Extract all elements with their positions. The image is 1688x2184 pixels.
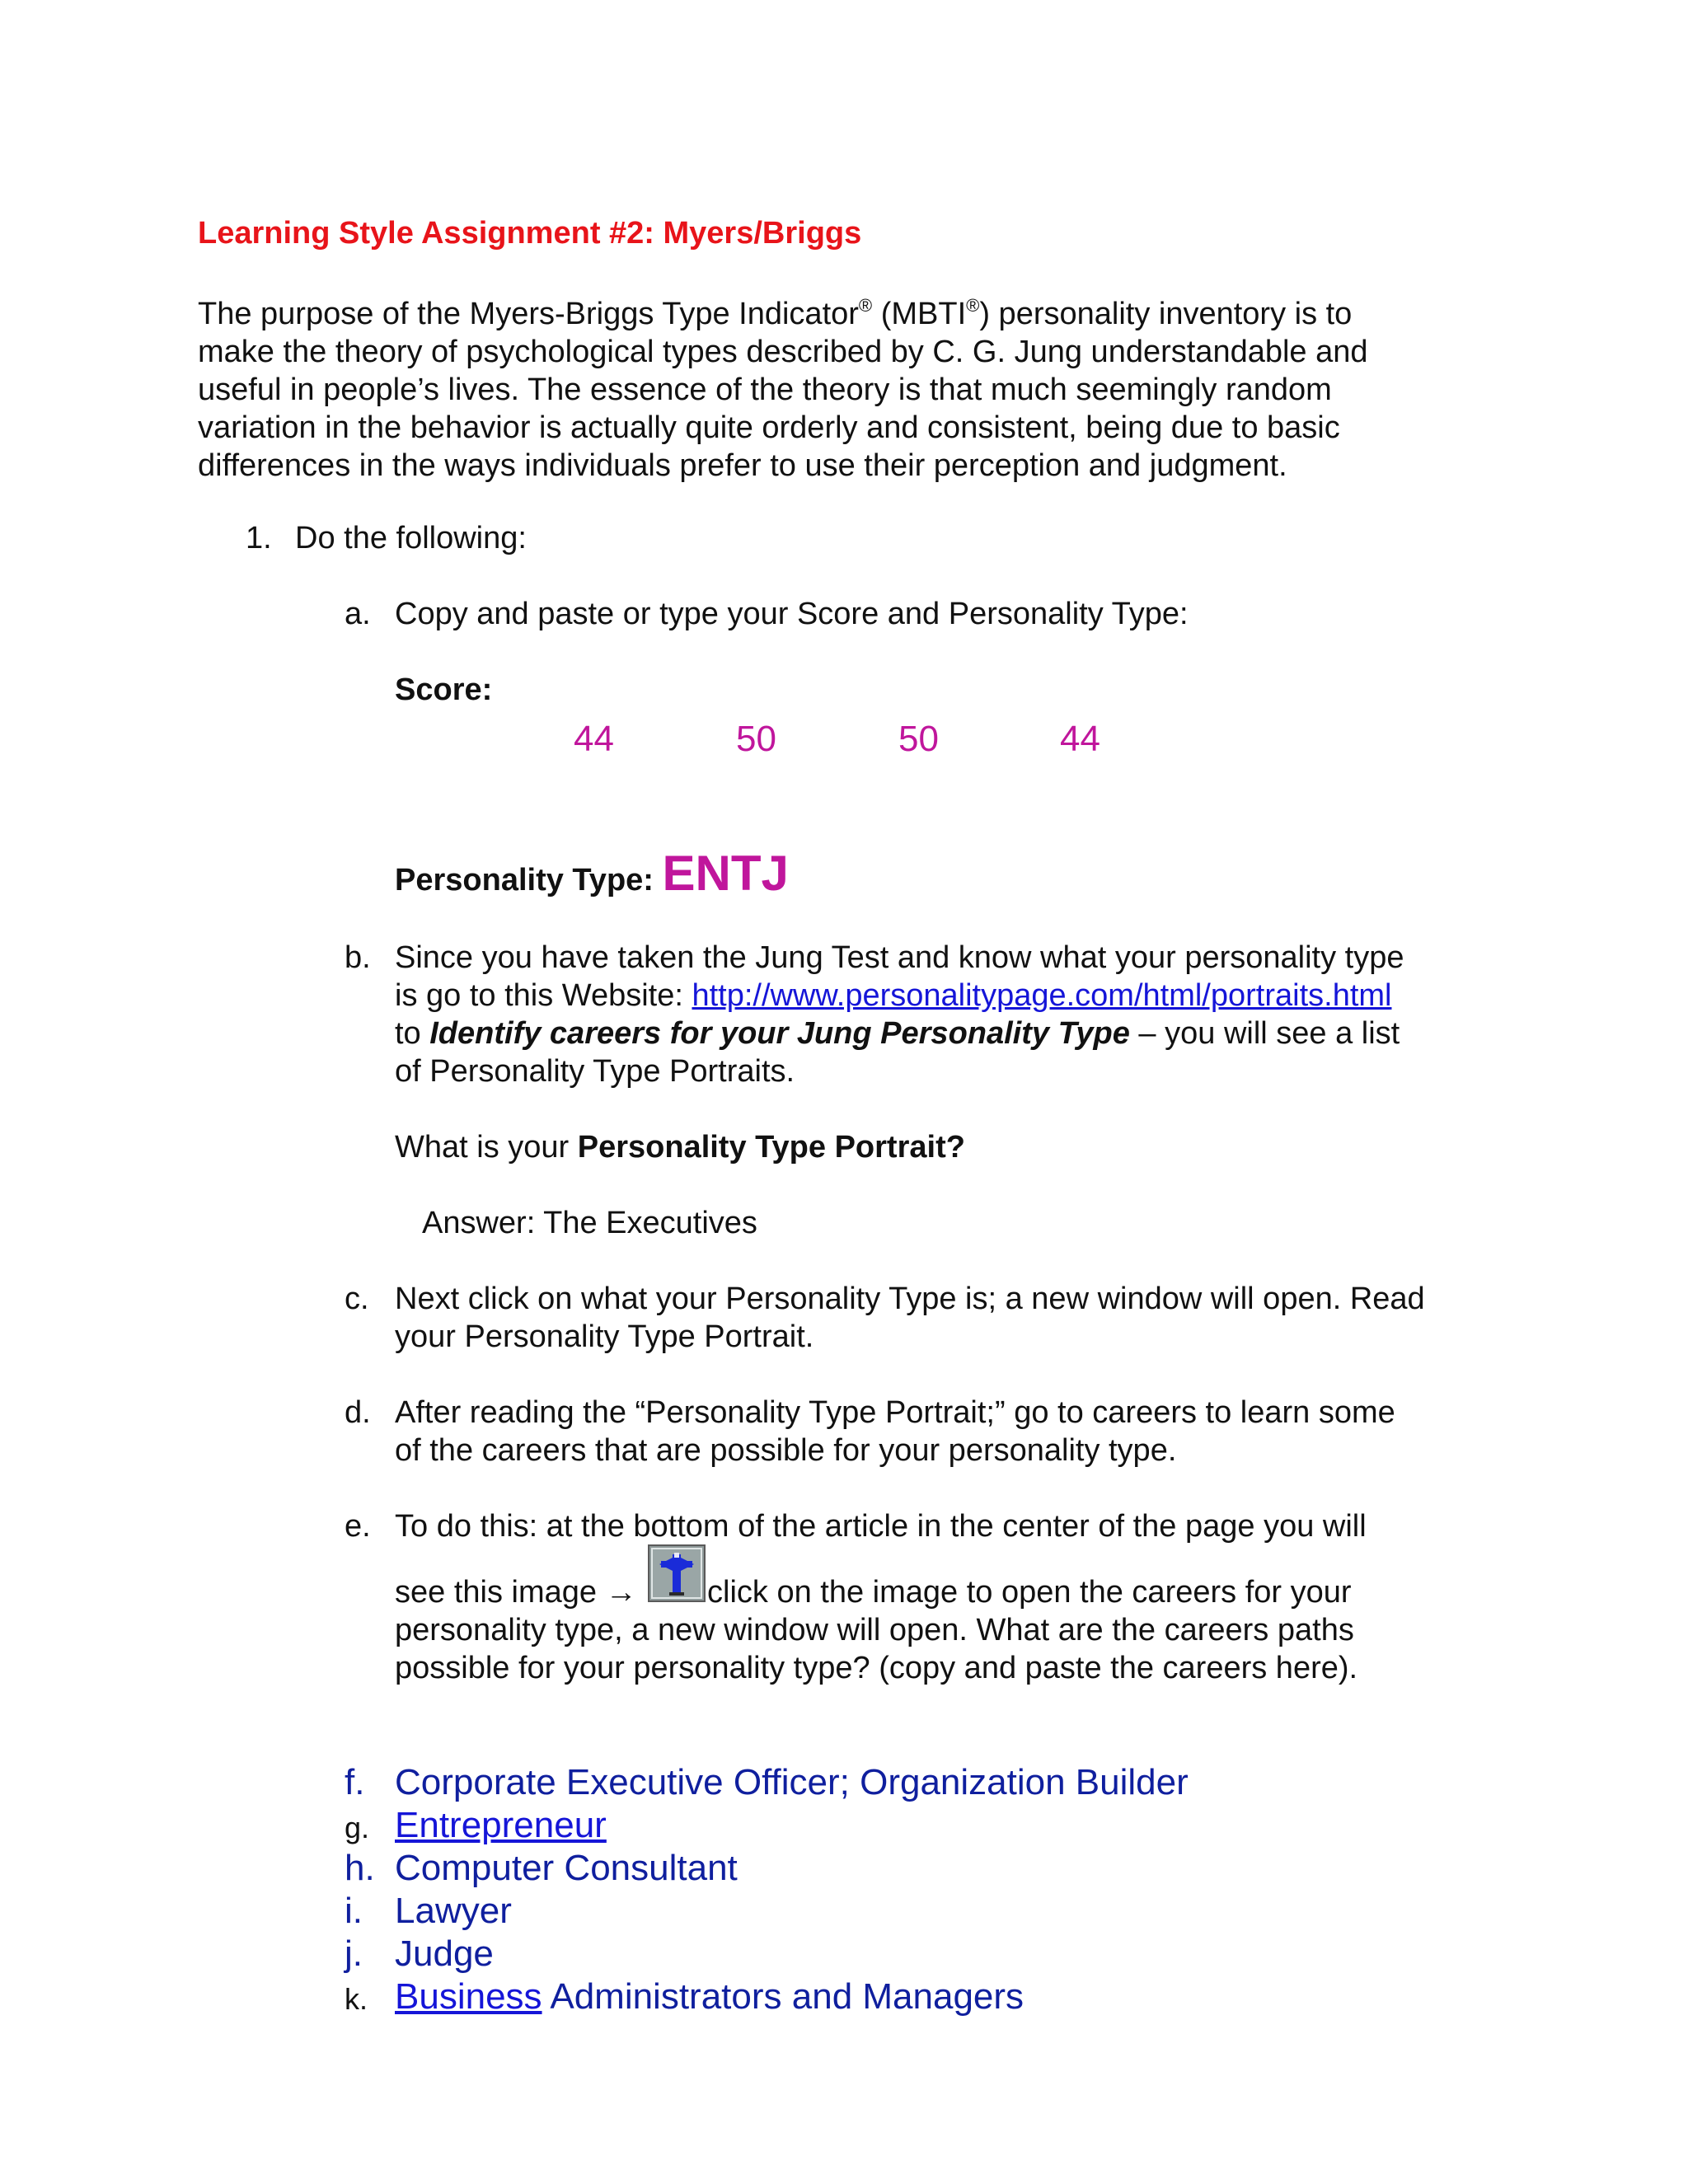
signpost-graphic <box>649 1546 704 1601</box>
entrepreneur-link[interactable]: Entrepreneur <box>395 1805 607 1845</box>
business-link[interactable]: Business <box>395 1976 542 2017</box>
registered-mark: ® <box>858 295 873 316</box>
step-number: 1. <box>246 521 272 555</box>
career-letter: h. <box>345 1848 375 1888</box>
personality-type-row <box>395 841 789 913</box>
career-item: Business Administrators and Managers <box>395 1976 1025 2017</box>
career-letter: g. <box>345 1811 370 1844</box>
intro-line-4: variation in the behavior is actually quite orderly and consistent, being due to basic <box>198 410 1340 445</box>
career-letter: f. <box>345 1762 365 1802</box>
item-b-line-1: Since you have taken the Jung Test and know what your personality type <box>395 940 1404 975</box>
personality-type-label: Personality Type: <box>395 863 654 898</box>
score-value: 50 <box>736 719 776 759</box>
career-letter: i. <box>345 1891 363 1931</box>
score-label: Score: <box>395 673 493 707</box>
career-item: Judge <box>395 1933 494 1974</box>
registered-mark: ® <box>966 295 980 316</box>
portrait-question: What is your Personality Type Portrait? <box>395 1130 965 1165</box>
career-letter: j. <box>345 1933 363 1974</box>
career-item: Lawyer <box>395 1891 512 1931</box>
assignment-title: Learning Style Assignment #2: Myers/Briggs <box>198 216 862 251</box>
career-item: Corporate Executive Officer; Organization Builder <box>395 1762 1189 1802</box>
intro-line-3: useful in people’s lives. The essence of the theory is that much seemingly random <box>198 373 1332 407</box>
step-text: Do the following: <box>295 521 527 555</box>
career-item <box>395 1804 607 1847</box>
personality-portraits-link[interactable]: http://www.personalitypage.com/html/portraits.html <box>692 978 1392 1013</box>
career-signpost-icon[interactable] <box>648 1544 706 1602</box>
item-e-letter: e. <box>345 1509 371 1544</box>
item-e-line-2-suffix: click on the image to open the careers for your <box>707 1575 1352 1610</box>
item-e-line-1: To do this: at the bottom of the article in the center of the page you will <box>395 1509 1367 1544</box>
item-d-letter: d. <box>345 1395 371 1430</box>
item-a-letter: a. <box>345 597 371 631</box>
intro-line-5: differences in the ways individuals prefer to use their perception and judgment. <box>198 448 1287 483</box>
career-item: Computer Consultant <box>395 1848 738 1888</box>
item-e-line-2-prefix: see this image → <box>395 1575 637 1610</box>
item-c-line-2: your Personality Type Portrait. <box>395 1319 814 1354</box>
personality-type-value: ENTJ <box>662 846 789 901</box>
portrait-answer: Answer: The Executives <box>422 1206 757 1240</box>
item-c-letter: c. <box>345 1282 369 1316</box>
item-b-line-4: of Personality Type Portraits. <box>395 1054 795 1089</box>
intro-paragraph <box>198 295 1533 485</box>
item-b-letter: b. <box>345 940 371 975</box>
item-c-line-1: Next click on what your Personality Type is; a new window will open. Read <box>395 1282 1425 1316</box>
item-b-line-2: is go to this Website: http://www.personalitypage.com/html/portraits.html <box>395 978 1392 1013</box>
portrait-question-bold: Personality Type Portrait? <box>577 1130 965 1165</box>
intro-line-1: The purpose of the Myers-Briggs Type Indicator® (MBTI®) personality inventory is to <box>198 295 1353 331</box>
item-a-text: Copy and paste or type your Score and Personality Type: <box>395 597 1189 631</box>
intro-line-2: make the theory of psychological types described by C. G. Jung understandable and <box>198 335 1368 369</box>
score-value: 50 <box>898 719 939 759</box>
score-value: 44 <box>574 719 614 759</box>
item-d-line-2: of the careers that are possible for your personality type. <box>395 1433 1177 1468</box>
item-b-line-3: to Identify careers for your Jung Personality Type – you will see a list <box>395 1016 1400 1051</box>
item-d-line-1: After reading the “Personality Type Portrait;” go to careers to learn some <box>395 1395 1395 1430</box>
item-e-line-3: personality type, a new window will open. What are the careers paths <box>395 1613 1354 1647</box>
item-e-line-4: possible for your personality type? (copy and paste the careers here). <box>395 1651 1358 1685</box>
identify-careers-emphasis: Identify careers for your Jung Personality Type <box>429 1016 1130 1051</box>
score-value: 44 <box>1060 719 1100 759</box>
career-letter: k. <box>345 1982 368 2016</box>
